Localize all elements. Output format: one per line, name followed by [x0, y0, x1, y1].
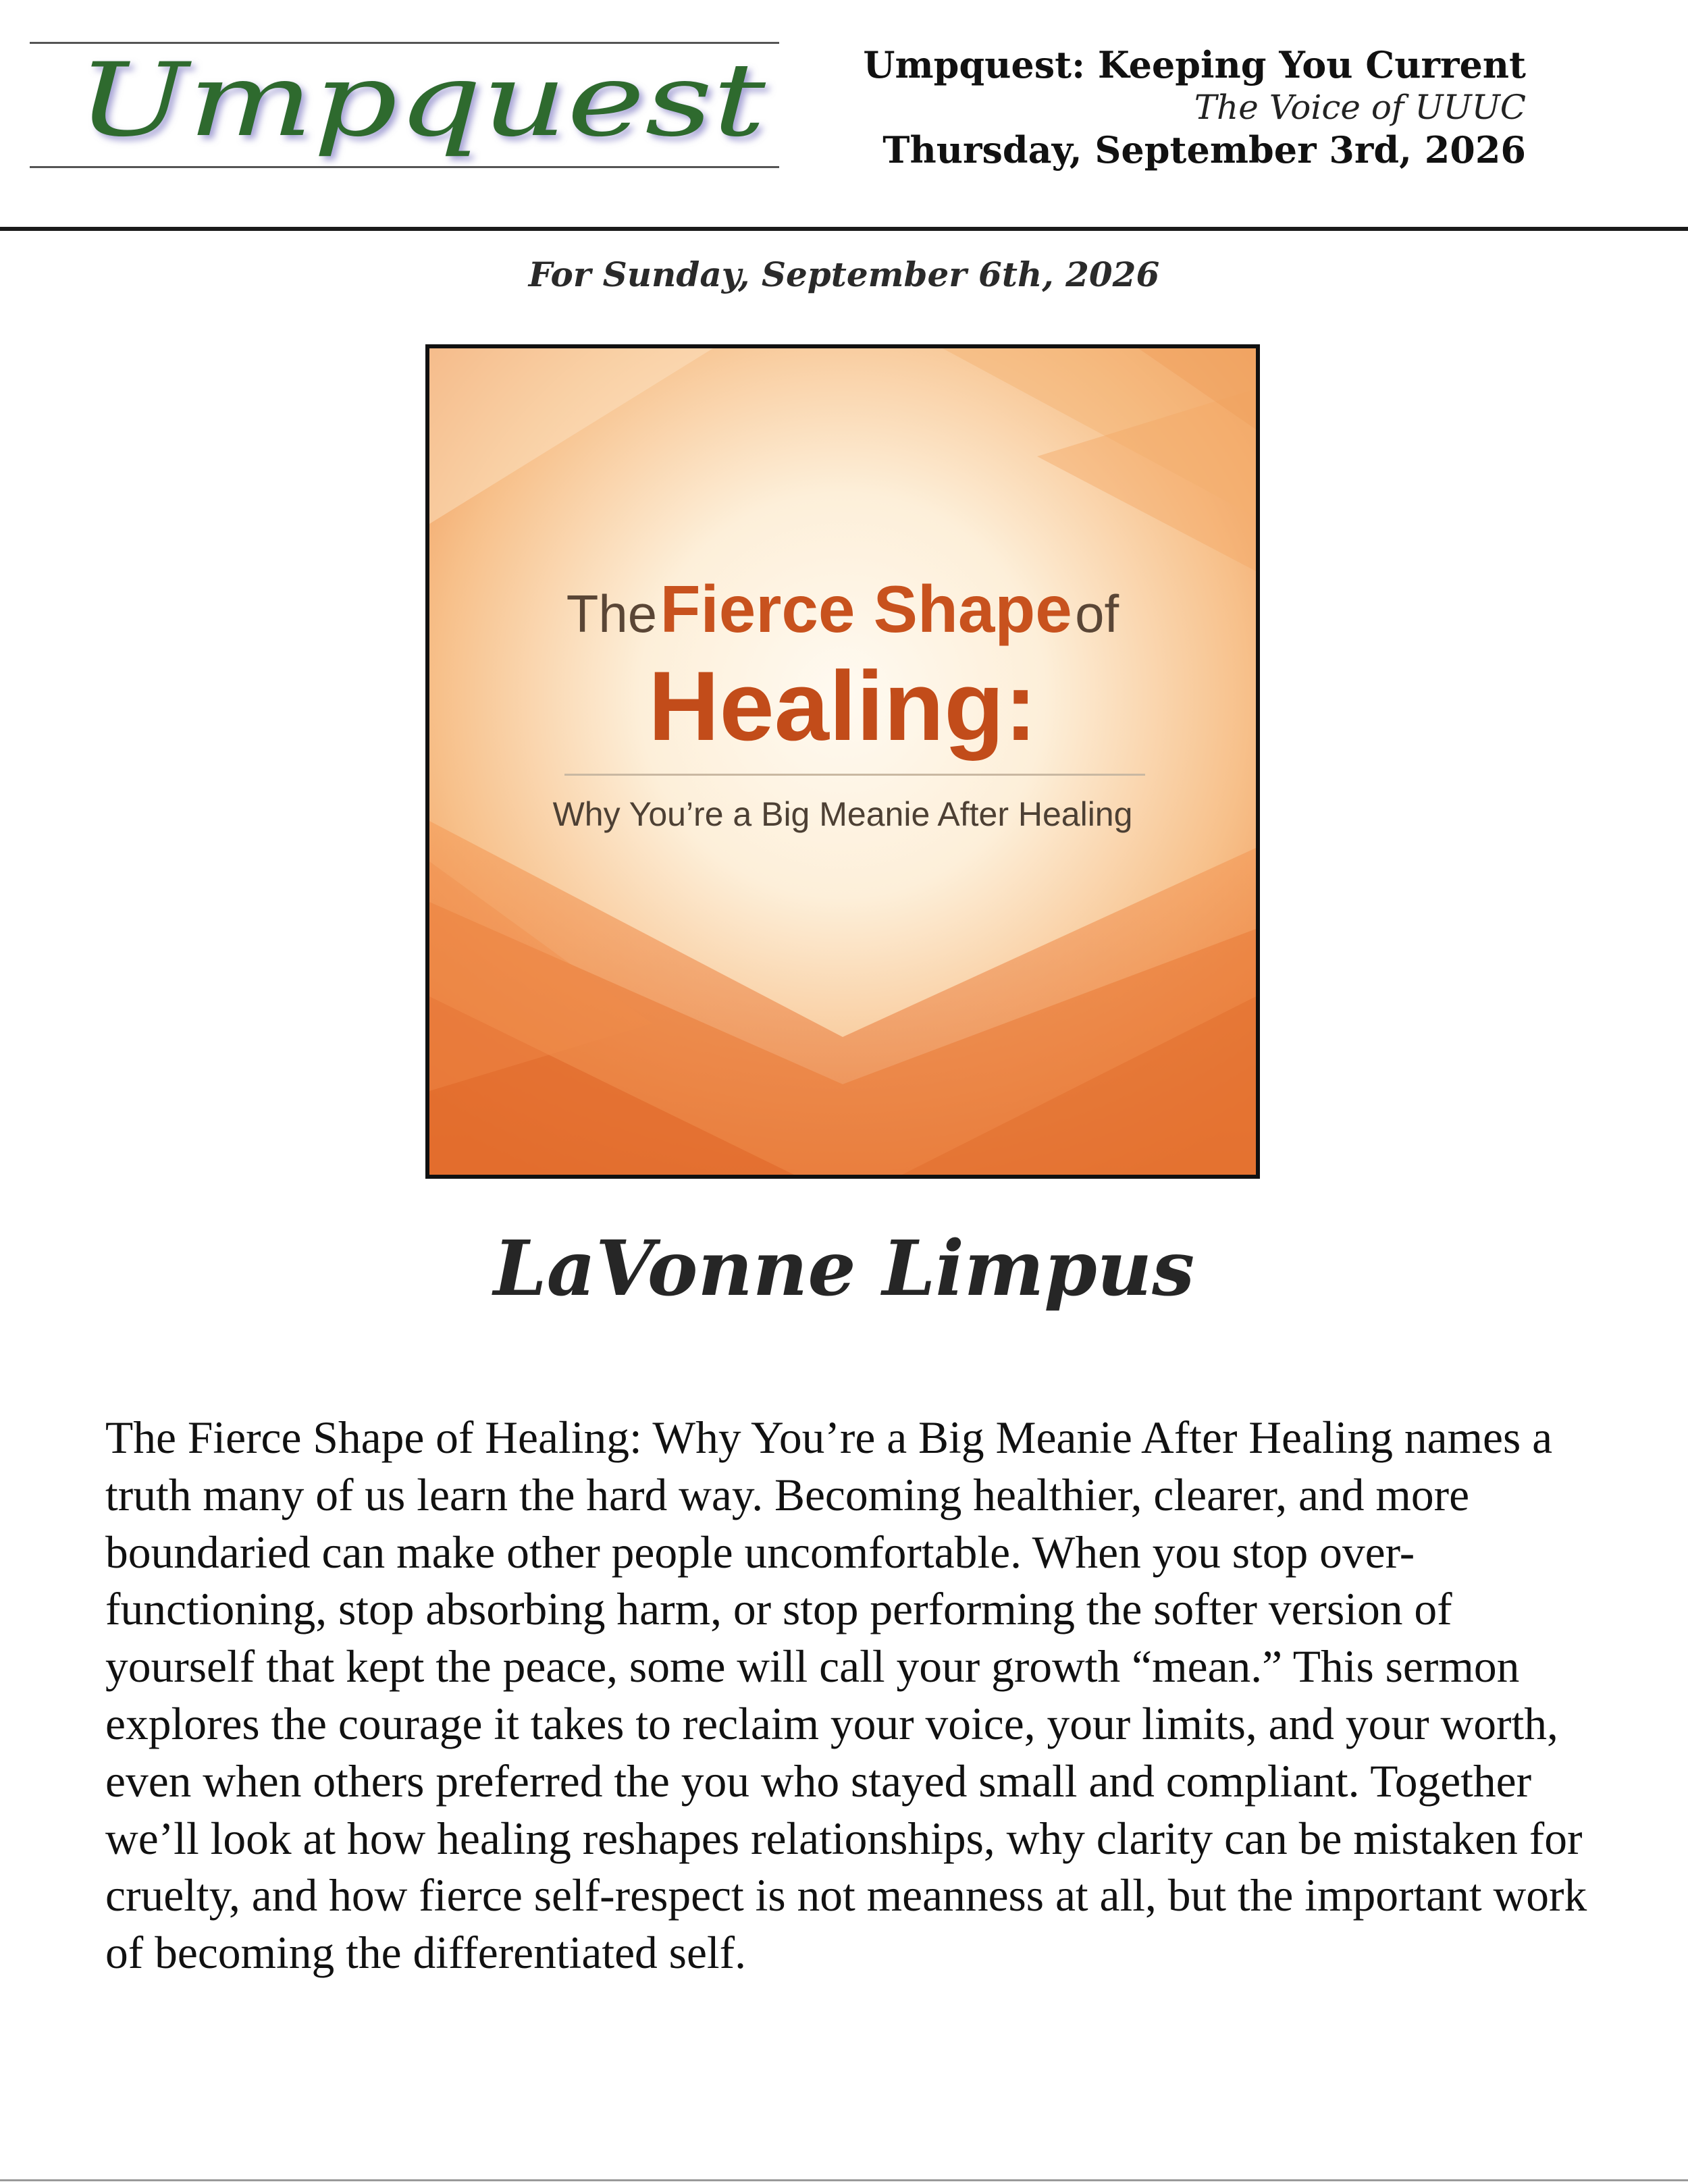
- graphic-title-the: The: [566, 584, 658, 643]
- sermon-title-graphic: [425, 344, 1260, 1179]
- graphic-title-fierce-shape: Fierce Shape: [660, 572, 1072, 646]
- publication-subtitle: The Voice of UUUC: [1194, 88, 1526, 127]
- graphic-divider: [564, 774, 1145, 776]
- service-date: For Sunday, September 6th, 2026: [528, 255, 1160, 294]
- graphic-subtitle: Why You’re a Big Meanie After Healing: [552, 795, 1133, 833]
- page-bottom-edge: [0, 2179, 1688, 2181]
- speaker-name: LaVonne Limpus: [493, 1225, 1195, 1313]
- umpquest-logo: [30, 42, 779, 170]
- logo-bottom-rule: [30, 166, 779, 168]
- logo-text: Umpquest: [77, 42, 766, 159]
- masthead-divider: [0, 227, 1688, 231]
- logo-wordmark: [70, 42, 779, 170]
- graphic-title-line: [429, 571, 1256, 647]
- graphic-title-of: of: [1075, 584, 1119, 643]
- sermon-description: The Fierce Shape of Healing: Why You’re a Big Meanie After Healing names a truth many of us learn the hard way. Becoming healthier, clearer, and more boundaried can make other people uncomfortable. When you stop over-functioning, stop absorbing harm, or stop performing the softer version of yourself that kept the peace, some will call your growth “mean.” This sermon explores the courage it takes to reclaim your voice, your limits, and your worth, even when others preferred the you who stayed small and compliant. Together we’ll look at how healing reshapes relationships, why clarity can be mistaken for cruelty, and how fierce self-respect is not meanness at all, but the important work of becoming the differentiated self.: [105, 1412, 1587, 1979]
- publication-title: Umpquest: Keeping You Current: [863, 43, 1526, 86]
- graphic-title-healing: Healing:: [648, 651, 1037, 761]
- masthead: [0, 0, 1688, 230]
- masthead-info: [851, 43, 1526, 171]
- graphic-text-layer: [429, 348, 1256, 1175]
- issue-date: Thursday, September 3rd, 2026: [882, 128, 1526, 171]
